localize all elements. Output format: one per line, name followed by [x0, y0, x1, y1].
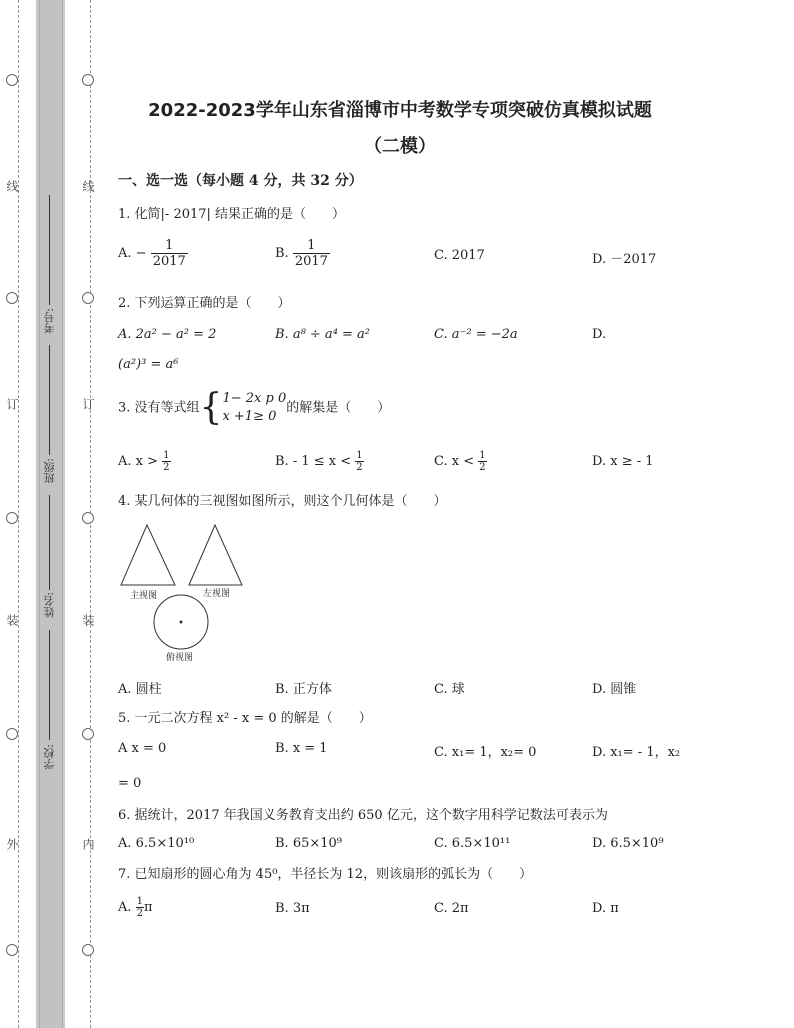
q7-option-b: B. 3π — [275, 901, 310, 916]
fraction: $\frac{1}{2017}$ — [152, 238, 186, 269]
q3-option-a: A. x > $\frac{1}{2}$ — [118, 450, 170, 473]
q2-option-a: A. 2a² − a² = 2 — [118, 327, 217, 342]
page-title: 2022-2023学年山东省淄博市中考数学专项突破仿真模拟试题 — [148, 100, 652, 121]
q2-option-c: C. a⁻² = −2a — [434, 327, 518, 342]
binding-hole-icon — [82, 728, 94, 740]
q3-option-b: B. - 1 ≤ x < $\frac{1}{2}$ — [275, 450, 363, 473]
q7-option-a: A. $\frac{1}{2}$ π — [118, 896, 153, 919]
outer-side-char: 装 — [5, 614, 19, 626]
q1-option-d: D. －2017 — [592, 252, 657, 267]
outer-dashed-line — [18, 0, 19, 1028]
question-1-stem: 1. 化简|- 2017| 结果正确的是（ ） — [118, 207, 346, 222]
field-underline — [49, 345, 50, 455]
q6-option-b: B. 65×10⁹ — [275, 836, 343, 851]
q1-option-b: B. $\frac{1}{2017}$ — [275, 238, 328, 269]
left-view-triangle — [189, 525, 242, 585]
q4-option-b: B. 正方体 — [275, 682, 332, 697]
question-2-stem: 2. 下列运算正确的是（ ） — [118, 296, 291, 311]
front-view-label: 主视图 — [130, 591, 158, 601]
q5-option-b: B. x = 1 — [275, 741, 328, 756]
q6-option-d: D. 6.5×10⁹ — [592, 836, 664, 851]
field-label-name: 姓名: — [43, 592, 56, 618]
inner-side-char: 订 — [81, 398, 95, 410]
q5-option-a: A x = 0 — [118, 741, 167, 756]
brace-icon: { — [199, 387, 223, 428]
q2-option-d-cont: (a²)³ = a⁶ — [118, 357, 179, 372]
top-view-label: 俯视图 — [166, 653, 194, 663]
binding-hole-icon — [6, 292, 18, 304]
q5-option-d-cont: = 0 — [118, 776, 142, 791]
field-underline — [49, 195, 50, 305]
section-heading: 一、选一选（每小题 4 分，共 32 分） — [118, 173, 363, 189]
page-subtitle: （二模） — [364, 136, 436, 157]
binding-hole-icon — [6, 512, 18, 524]
binding-hole-icon — [82, 512, 94, 524]
q4-option-a: A. 圆柱 — [118, 682, 162, 697]
q2-option-b: B. a⁸ ÷ a⁴ = a² — [275, 327, 371, 342]
binding-hole-icon — [6, 728, 18, 740]
q3-option-d: D. x ≥ - 1 — [592, 454, 654, 469]
fraction: $\frac{1}{2}$ — [163, 450, 170, 473]
binding-hole-icon — [82, 74, 94, 86]
q6-option-a: A. 6.5×10¹⁰ — [118, 836, 195, 851]
front-view-triangle — [121, 525, 175, 585]
inequality-system: 1− 2x p 0 x +1≥ 0 — [222, 391, 287, 424]
top-view-center-dot — [180, 621, 183, 624]
q5-option-d: D. x₁= - 1，x₂ — [592, 745, 681, 760]
outer-side-char: 订 — [5, 398, 19, 410]
question-4-stem: 4. 某几何体的三视图如图所示，则这个几何体是（ ） — [118, 494, 447, 509]
q5-option-c: C. x₁= 1，x₂= 0 — [434, 745, 537, 760]
q7-option-d: D. π — [592, 901, 619, 916]
question-6-stem: 6. 据统计，2017 年我国义务教育支出约 650 亿元，这个数字用科学记数法可表示为 — [118, 808, 608, 823]
field-label-class: 班级: — [43, 458, 56, 484]
left-view-label: 左视图 — [203, 589, 231, 599]
fraction: $\frac{1}{2}$ — [356, 450, 363, 473]
fraction: $\frac{1}{2}$ — [136, 896, 144, 919]
inner-side-char: 线 — [81, 180, 95, 192]
inner-side-char: 内 — [81, 838, 95, 850]
q2-option-d: D. — [592, 327, 607, 342]
question-5-stem: 5. 一元二次方程 x² - x = 0 的解是（ ） — [118, 711, 372, 726]
inner-side-char: 装 — [81, 614, 95, 626]
binding-hole-icon — [6, 74, 18, 86]
q3-option-c: C. x < $\frac{1}{2}$ — [434, 450, 486, 473]
q4-option-c: C. 球 — [434, 682, 465, 697]
outer-side-char: 线 — [5, 180, 19, 192]
binding-strip-inner — [39, 0, 63, 1028]
q7-option-c: C. 2π — [434, 901, 469, 916]
fraction: $\frac{1}{2}$ — [479, 450, 486, 473]
q1-option-a: A. − $\frac{1}{2017}$ — [118, 238, 186, 269]
binding-hole-icon — [82, 944, 94, 956]
field-label-exam-no: 考号: — [43, 308, 56, 334]
field-underline — [49, 495, 50, 590]
binding-hole-icon — [6, 944, 18, 956]
binding-hole-icon — [82, 292, 94, 304]
question-3-stem: 3. 没有等式组{ 1− 2x p 0 x +1≥ 0 的解集是（ ） — [118, 387, 391, 428]
fraction: $\frac{1}{2017}$ — [294, 238, 328, 269]
q4-option-d: D. 圆锥 — [592, 682, 637, 697]
q1-option-c: C. 2017 — [434, 248, 485, 263]
outer-side-char: 外 — [5, 838, 19, 850]
question-7-stem: 7. 已知扇形的圆心角为 45⁰，半径长为 12，则该扇形的弧长为（ ） — [118, 867, 533, 882]
field-label-school: 学校: — [43, 744, 56, 770]
field-underline — [49, 630, 50, 740]
q6-option-c: C. 6.5×10¹¹ — [434, 836, 511, 851]
